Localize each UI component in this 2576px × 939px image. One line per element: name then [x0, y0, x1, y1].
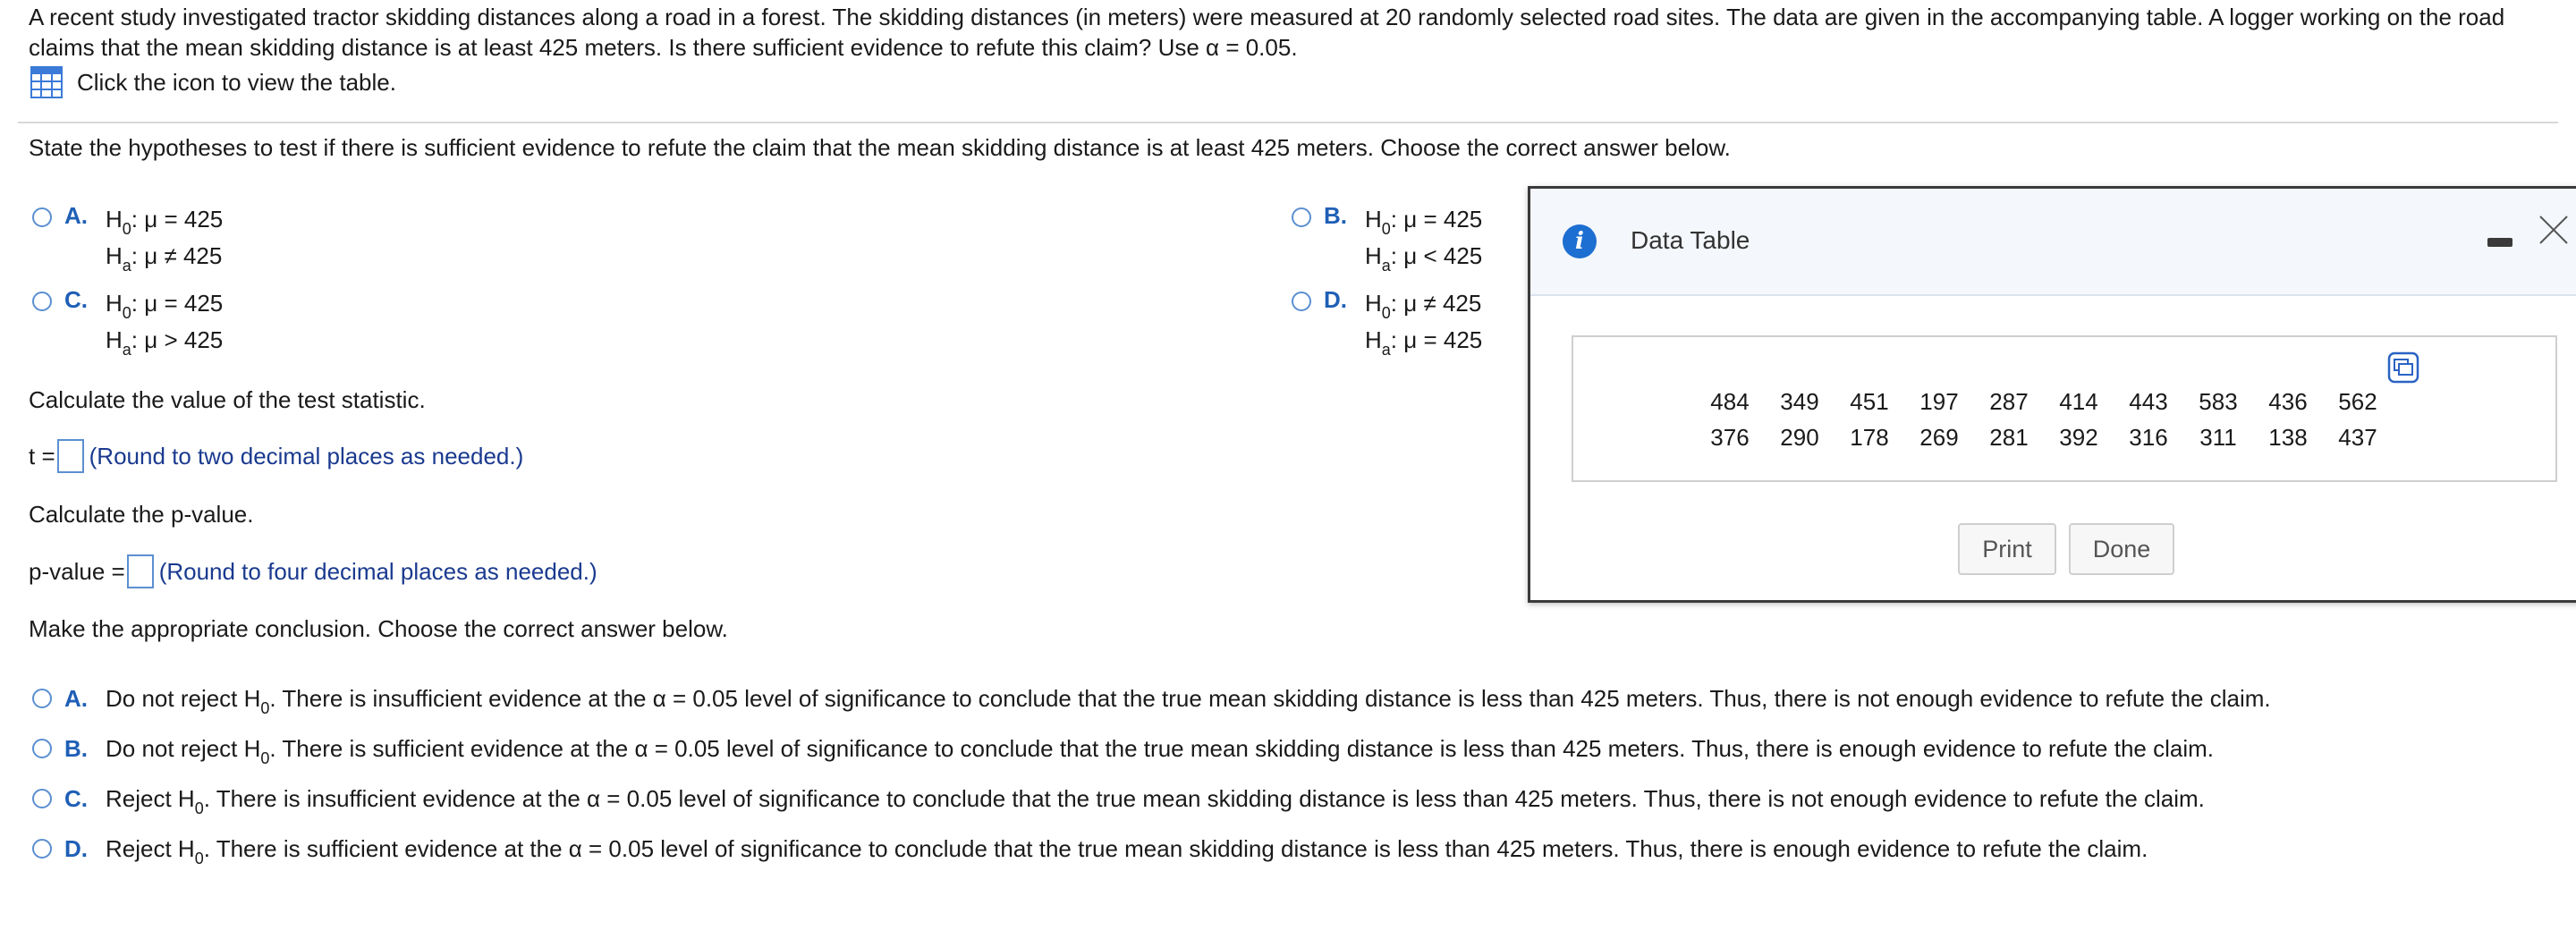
conclusion-text: Reject $H_0$. There is insufficient evidence at the α = 0.05 level of significance to conclude that the true mean skidding distance is less than 425 meters. Thus, there is not enough evidence to refute the claim. [106, 785, 2205, 817]
data-table-dialog [1528, 186, 2576, 603]
hypothesis-option-c[interactable] [32, 286, 223, 360]
table-cell: 316 [2129, 423, 2168, 451]
radio-button[interactable] [1292, 207, 1311, 227]
table-cell: 138 [2268, 423, 2308, 451]
hypothesis-option-d[interactable] [1292, 286, 1482, 360]
p-input[interactable] [127, 554, 154, 588]
table-cell: 311 [2199, 423, 2237, 451]
radio-button[interactable] [32, 207, 52, 227]
conclusion-option-c[interactable] [32, 783, 2205, 816]
option-letter: D. [1324, 286, 1347, 313]
table-row [1695, 384, 2393, 419]
option-letter: D. [64, 835, 88, 862]
table-cell: 436 [2268, 387, 2308, 415]
hypothesis-text: $H_0$: μ = 425 $H_a$: μ ≠ 425 [106, 206, 224, 275]
option-letter: C. [64, 286, 88, 313]
p-hint: (Round to four decimal places as needed.) [158, 558, 597, 585]
hypothesis-option-a[interactable] [32, 202, 223, 275]
info-icon: i [1563, 224, 1597, 258]
table-row [1695, 419, 2393, 455]
table-cell: 484 [1710, 387, 1750, 415]
p-value-row [29, 554, 597, 589]
data-table [1572, 335, 2557, 482]
view-table-label[interactable]: Click the icon to view the table. [77, 68, 396, 96]
table-cell: 376 [1710, 423, 1750, 451]
option-letter: C. [64, 785, 88, 812]
table-cell: 562 [2338, 387, 2377, 415]
test-stat-prompt: Calculate the value of the test statistic. [29, 386, 426, 413]
hypothesis-option-b[interactable] [1292, 202, 1482, 275]
hypotheses-prompt: State the hypotheses to test if there is sufficient evidence to refute the claim that the mean skidding distance is at least 425 meters. Choose the correct answer below. [29, 134, 1731, 161]
t-hint: (Round to two decimal places as needed.) [89, 443, 524, 470]
p-value-prompt: Calculate the p-value. [29, 501, 254, 528]
table-cell: 443 [2129, 387, 2168, 415]
radio-button[interactable] [32, 292, 52, 311]
data-rows [1695, 384, 2393, 455]
conclusion-option-d[interactable] [32, 833, 2148, 867]
problem-statement: A recent study investigated tractor skidding distances along a road in a forest. The skidding distances (in meters) were measured at 20 randomly selected road sites. The data are given in the accompanying table. A logger working on the road claims that the mean skidding distance is at least 425 meters. Is there sufficient evidence to refute this claim? Use α = 0.05. [29, 4, 2505, 61]
close-icon[interactable] [2536, 212, 2572, 248]
hypothesis-text: $H_0$: μ = 425 $H_a$: μ > 425 [106, 290, 224, 359]
test-stat-row [29, 438, 523, 474]
conclusion-prompt: Make the appropriate conclusion. Choose the correct answer below. [29, 615, 728, 642]
hypothesis-text: $H_0$: μ = 425 $H_a$: μ < 425 [1365, 206, 1483, 275]
hypothesis-text: $H_0$: μ ≠ 425 $H_a$: μ = 425 [1365, 290, 1483, 359]
table-icon[interactable] [30, 66, 63, 98]
t-input[interactable] [57, 439, 84, 473]
divider [18, 122, 2558, 123]
conclusion-text: Reject $H_0$. There is sufficient evidence at the α = 0.05 level of significance to conclude that the true mean skidding distance is less than 425 meters. Thus, there is enough evidence to refute the claim. [106, 835, 2148, 867]
table-cell: 178 [1850, 423, 1889, 451]
view-table-link[interactable] [30, 66, 396, 98]
copy-icon[interactable] [2387, 351, 2419, 384]
dialog-header [1530, 189, 2576, 296]
option-letter: B. [1324, 202, 1347, 229]
table-cell: 583 [2199, 387, 2238, 415]
table-cell: 437 [2338, 423, 2377, 451]
radio-button[interactable] [1292, 292, 1311, 311]
radio-button[interactable] [32, 789, 52, 808]
t-label: t = [29, 443, 55, 470]
conclusion-text: Do not reject $H_0$. There is sufficient evidence at the α = 0.05 level of significance to conclude that the true mean skidding distance is less than 425 meters. Thus, there is enough evidence to refute the claim. [106, 735, 2214, 767]
table-cell: 349 [1780, 387, 1819, 415]
option-letter: A. [64, 685, 88, 712]
table-cell: 197 [1919, 387, 1959, 415]
done-button[interactable]: Done [2069, 523, 2174, 575]
print-button[interactable]: Print [1958, 523, 2056, 575]
dialog-title: Data Table [1631, 226, 1750, 254]
minimize-icon[interactable] [2487, 238, 2512, 247]
radio-button[interactable] [32, 739, 52, 758]
table-cell: 451 [1850, 387, 1889, 415]
table-cell: 287 [1989, 387, 2029, 415]
p-label: p-value = [29, 558, 125, 585]
radio-button[interactable] [32, 839, 52, 859]
table-cell: 281 [1989, 423, 2029, 451]
table-cell: 290 [1780, 423, 1819, 451]
table-cell: 269 [1919, 423, 1959, 451]
table-cell: 414 [2059, 387, 2098, 415]
table-cell: 392 [2059, 423, 2098, 451]
conclusion-option-a[interactable] [32, 683, 2271, 716]
option-letter: B. [64, 735, 88, 762]
conclusion-text: Do not reject $H_0$. There is insufficient evidence at the α = 0.05 level of significance to conclude that the true mean skidding distance is less than 425 meters. Thus, there is not enough evidence to refute the claim. [106, 685, 2271, 717]
conclusion-option-b[interactable] [32, 733, 2214, 766]
radio-button[interactable] [32, 689, 52, 708]
option-letter: A. [64, 202, 88, 229]
